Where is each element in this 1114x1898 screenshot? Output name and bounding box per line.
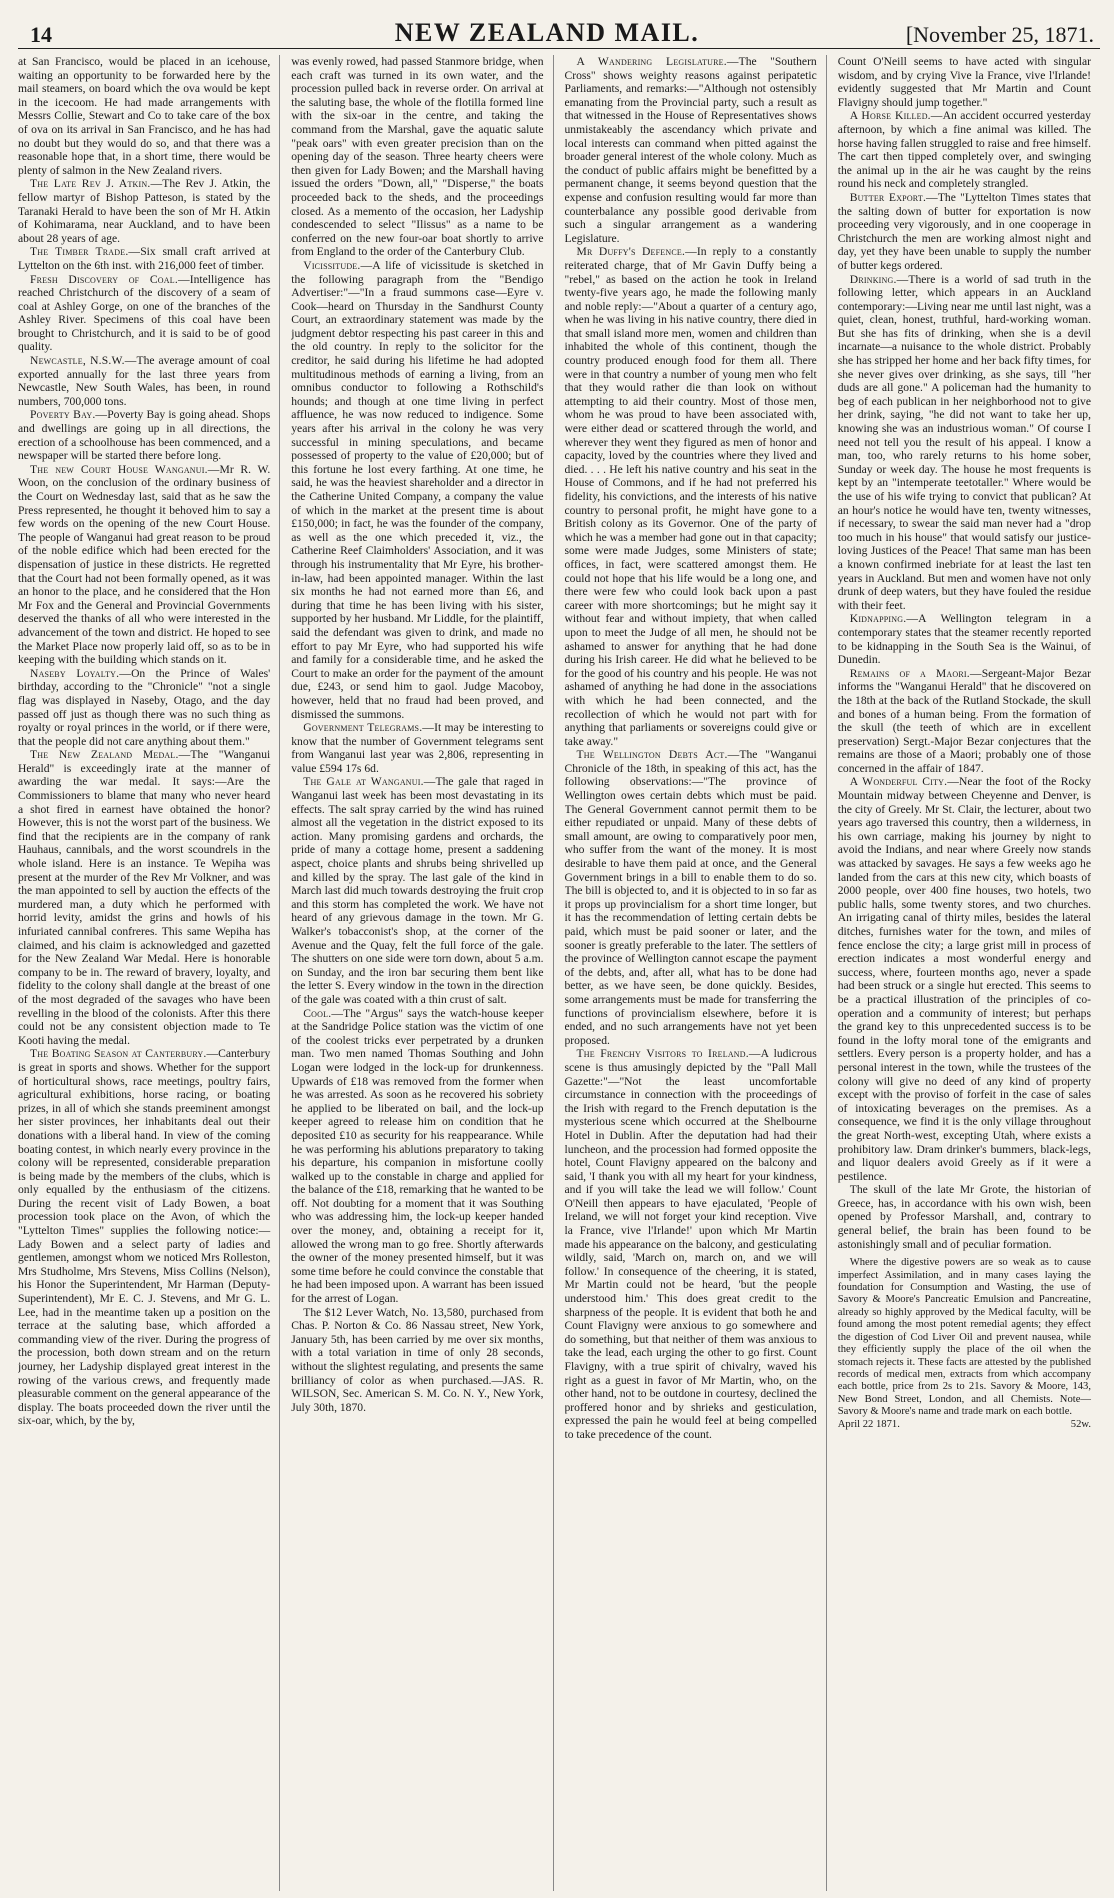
news-item <box>838 55 1091 109</box>
news-item-text: There is a world of sad truth in the following letter, which appears in an Auckland contemporary:—Living near me until last night, was a quiet, clean, honest, truthful, hard-working woman. But she has fits of drinking, when she is a devil incarnate—a nuisance to the whole district. Probably she has stripped her home and her back fifty times, for she never gives over drinking, as she says, till "her duds are all gone." A policeman had the humanity to beg of each publican in her neighborhood not to give her drink, saying, "he did not want to take her up, knowing she was an industrious woman." Of course I need not tell you the result of his appeal. I know a man, too, who rarely returns to his home sober, Sunday or week day. The house he most frequents is kept by an "intemperate teetotaller." Where would be the use of his wife trying to convict that publican? At an hour's notice he would have ten, twenty witnesses, if necessary, to swear the said man never had a "drop too much in his house" that would satisfy our justice-loving Justices of the Peace! That same man has been a known confirmed inebriate for at least the last ten years in Auckland. But men and women have not only drunk of deep waters, but they have fouled the residue with their feet. <box>837 272 1091 612</box>
news-item-heading: Poverty Bay.— <box>30 408 108 422</box>
column-3 <box>565 55 827 1891</box>
issue-date: [November 25, 1871. <box>905 22 1094 47</box>
news-item <box>565 748 817 1047</box>
page-header <box>18 0 1100 49</box>
news-item-text: The "Argus" says the watch-house keeper at the Sandridge Police station was the victim of one of the coolest tricks ever perpetrated by a drunken man. Two men named Thomas Southing and John Logan were lodged in the lock-up for drunkenness. Upwards of £18 was removed from the former when he was arrested. As soon as he recovered his sobriety he applied to be liberated on bail, and the lock-up keeper agreed to release him on condition that he deposited £10 as security for his reappearance. While he was performing his ablutions preparatory to taking his departure, his companion in misfortune coolly walked up to the constable in charge and applied for the balance of the £18, remarking that he wanted to be off. Not doubting for a moment that it was Southing who was addressing him, the lock-up keeper handed over the money, and, obtaining a receipt for it, allowed the wrong man to go free. Shortly afterwards the owner of the money presented himself, but it was some time before he could convince the constable that he had been imposed upon. A warrant has been issued for the arrest of Logan. <box>291 1006 544 1306</box>
news-item-heading: Mr Duffy's Defence.— <box>576 245 697 259</box>
advertisement <box>838 1257 1091 1431</box>
news-item-text: Six small craft arrived at Lyttelton on the 6th inst. with 216,000 feet of timber. <box>18 245 271 272</box>
news-item-text: In reply to a constantly reiterated charge, that of Mr Gavin Duffy being a "rebel," as based on the action he took in Ireland twenty-five years ago, he made the following manly and noble reply:—"About a quarter of a century ago, when he was living in his native country, there died in that small island more men, women and children than inhabited the whole of this continent, though the country produced enough food for them all. There were in that country a number of young men who felt that they would rather die than look on without attempting to aid their country. Most of those men, whom he was proud to have been associated with, were either dead or scattered through the world, and wherever they went they figured as men of honor and capacity, loved by the countries where they lived and died. . . . He left his native country and his seat in the House of Commons, and if he had not preferred his fidelity, his convictions, and the interests of his native country to personal profit, he might have gone to a British colony as its Governor. One of the party of which he was a member had gone out in that capacity; some were made Judges, some Ministers of state; offices, in fact, were scattered amongst them. He could not hope that his life would be a long one, and there were few who could look back upon a past career with more shortcomings; but he might say it without fear and without impiety, that when called upon to meet the Judge of all men, he should not be ashamed to answer for anything that he had done during his Irish career. He did what he believed to be for the good of his country and his people. He was not ashamed of anything he had done in the associations with which he had been connected, and the recollection of which he would not part with for anything that parliaments or sovereigns could give or take away." <box>564 245 817 748</box>
news-item-text: was evenly rowed, had passed Stanmore bridge, when each craft was turned in its own water, and the procession pulled back in reverse order. On arrival at the saluting base, the whole of the flotilla formed line with the six-oar in the centre, and taking the command from the Marshal, gave the aquatic salute "peak oars" with even greater precision than on the opening day of the season. Three hearty cheers were then given for Lady Bowen; and the Marshall having issued the orders "Down, all," "Disperse," the boats proceeded back to the sheds, and the proceedings closed. As a memento of the occasion, her Ladyship condescended to select "Ilissus" as a name to be conferred on the new four-oar boat shortly to arrive from England to the order of the Canterbury Club. <box>291 55 544 259</box>
news-item-heading: Government Telegrams.— <box>303 721 435 735</box>
news-item-text: The gale that raged in Wanganui last week has been most devastating in its effects. The salt spray carried by the wind has ruined almost all the vegetation in the district exposed to its action. Many promising gardens and orchards, the pride of many a cottage home, present a saddening aspect, choice plants and shrubs being shrivelled up and killed by the spray. The last gale of the kind in March last did much towards destroying the fruit crop and this storm has completed the work. We have not heard of any grievous damage in the town. Mr G. Walker's tobacconist's shop, at the corner of the Avenue and the Quay, felt the full force of the gale. The shutters on one side were torn down, about 5 a.m. on Sunday, and the iron bar securing them bent like the letter S. Every window in the town in the direction of the gale was coated with a thin crust of salt. <box>291 775 544 1006</box>
news-item-text: Intelligence has reached Christchurch of the discovery of a seam of coal at Ashley Gorge, on one of the branches of the Ashley River. Specimens of this coal have been brought to Christchurch, and it is said to be of good quality. <box>18 272 271 354</box>
news-item-heading: Vicissitude.— <box>303 258 373 272</box>
news-item-text: Sergeant-Major Bezar informs the "Wanganui Herald" that he discovered on the 18th at the back of the Rutland Stockade, the skull and bones of a human being. From the formation of the skull (the teeth of which are in excellent preservation) Sergt.-Major Bezar conjectures that the remains are those of a Maori; probably one of those concerned in the affair of 1847. <box>837 666 1091 775</box>
news-item-text: The skull of the late Mr Grote, the historian of Greece, has, in accordance with his own wish, been opened by Professor Marshall, and, contrary to general belief, the brain has been found to be astonishingly small and of peculiar formation. <box>837 1183 1091 1251</box>
news-item <box>291 259 543 721</box>
news-item-heading: The Wellington Debts Act.— <box>576 748 740 762</box>
news-item-text: The "Wanganui Herald" is exceedingly irate at the manner of awarding the war medal. It says:—Are the Commissioners to blame that many who never heard a shot fired in earnest have obtained the honor? However, this is not the worst part of the business. We find that the recipients are in the company of rank Hauhaus, cannibals, and the worst scoundrels in the whole island. Here is an instance. Te Wepiha was present at the murder of the Rev Mr Volkner, and was the man appointed to sell by auction the effects of the murdered man, a duty which he performed with horrid levity, amidst the grins and howls of his infuriated cannibal confreres. This same Wepiha has claimed, and his claim is acknowledged and gazetted for the New Zealand War Medal. Here is honorable company to be in. The reward of bravery, loyalty, and fidelity to the colony shall dangle at the breast of one of the most degraded of the savages who have been revelling in the blood of the colonists. After this there could not be any consistent objection made to Te Kooti having the medal. <box>18 748 271 1047</box>
news-item <box>565 245 817 748</box>
news-item-heading: The Late Rev J. Atkin.— <box>30 177 163 191</box>
news-item-heading: A Wonderful City.— <box>849 775 960 789</box>
news-item <box>838 775 1091 1183</box>
news-item <box>565 1047 817 1441</box>
news-item <box>838 109 1091 191</box>
news-item-text: Mr R. W. Woon, on the conclusion of the ordinary business of the Court on Wednesday last, said that as he saw the Press represented, he thought it behoved him to say a few words on the opening of the new Court House. The people of Wanganui had great reason to be proud of the noble edifice which had been erected for the dispensation of justice in these districts. He regretted that the Court had not been formally opened, as it was an honor to the place, and he considered that the Hon Mr Fox and the General and Provincial Governments deserved the thanks of all who were interested in the advancement of the town and district. He hoped to see the Market Place now properly laid off, so as to be in keeping with the building which stands on it. <box>18 462 271 667</box>
column-2 <box>291 55 553 1891</box>
news-item-heading: The New Zealand Medal.— <box>30 748 191 762</box>
news-item <box>18 273 270 355</box>
advert-footer <box>838 1419 1091 1431</box>
news-item-heading: Fresh Discovery of Coal.— <box>30 272 190 286</box>
news-item-heading: Drinking.— <box>849 272 909 286</box>
news-item <box>18 245 270 272</box>
news-item <box>838 191 1091 273</box>
news-item-text: The average amount of coal exported annually for the last three years from Newcastle, New South Wales, has been, in round numbers, 700,000 tons. <box>18 354 271 408</box>
news-item-text: The "Southern Cross" shows weighty reasons against peripatetic Parliaments, and remarks:—"Although not ostensibly emanating from the Provincial party, such a result as that witnessed in the House of Representatives shows unmistakeably the ascendancy which private and local interests can command when pitted against the broader general interest of the whole colony. Much as the conduct of public affairs might be benefitted by a permanent change, it seems beyond question that the expense and confusion resulting would far more than counterbalance any possible good derivable from such a singular arrangement as a wandering Legislature. <box>564 55 817 245</box>
news-item-heading: Cool.— <box>303 1006 344 1020</box>
news-item <box>18 667 270 749</box>
news-item-heading: Naseby Loyalty.— <box>30 666 132 680</box>
news-item <box>18 748 270 1047</box>
news-item-heading: Kidnapping.— <box>849 612 919 626</box>
news-item-text: A Wellington telegram in a contemporary states that the steamer recently reported to be kidnapping in the South Sea is the Wainui, of Dunedin. <box>837 612 1091 667</box>
news-item <box>838 667 1091 776</box>
news-item-text: —Canterbury is great in sports and shows. Whether for the support of horticultural shows, race meetings, poultry fairs, agricultural exhibitions, horse racing, or boating prizes, in all of which she stands preeminent amongst her sister provinces, her inhabitants deal out their donations with a liberal hand. In view of the coming boating contest, in which nearly every province in the colony will be represented, considerable preparation is being made by the members of the clubs, which is only equalled by the enthusiasm of the citizens. During the recent visit of Lady Bowen, a boat procession took place on the Avon, of which the "Lyttelton Times" supplies the following notice:—Lady Bowen and a select party of ladies and gentlemen, amongst whom we noticed Mrs Rolleston, Mrs Studholme, Mrs Stevens, Miss Collins (Nelson), his Honor the Superintendent, Mr Harman (Deputy-Superintendent), Mr E. C. J. Stevens, and Mr G. L. Lee, had in the meantime taken up a position on the terrace at the saluting base, which afforded a commanding view of the river. During the progress of the procession, both down stream and on the return journey, her Ladyship displayed great interest in the rowing of the various crews, and frequently made pleasurable comment on the general appearance of the display. The boats proceeded down the river until the six-oar, which, by the by, <box>18 1047 271 1428</box>
news-item <box>291 1007 543 1306</box>
news-item <box>291 775 543 1006</box>
news-item-heading: The new Court House Wanganui.— <box>30 462 220 476</box>
news-item-text: The "Wanganui Chronicle of the 18th, in speaking of this act, has the following observations:—"The province of Wellington owes certain debts which must be paid. The General Government cannot permit them to be either repudiated or unpaid. Many of these debts of small amount, are owing to comparatively poor men, who suffer from the want of the money. It is most desirable to have them paid at once, and the General Government brings in a bill to enable them to do so. The bill is objected to, and it is objected to in so far as it props up provincialism for a short time longer, but it has the recommendation of letting certain debts be paid, which must be paid sooner or later, and the sooner is greatly preferable to the later. The settlers of the province of Wellington cannot escape the payment of the debts, and, after all, what has to be done had better, as we have seen, be done quickly. Besides, some arrangements must be made for transferring the functions of provincialism elsewhere, before it is ended, and no such arrangements have not yet been proposed. <box>564 748 817 1047</box>
news-item <box>18 1047 270 1428</box>
news-item-heading: Butter Export.— <box>849 190 938 204</box>
news-item <box>18 55 270 177</box>
news-item-heading: The Timber Trade.— <box>30 245 141 259</box>
news-item <box>18 177 270 245</box>
news-item-text: Poverty Bay is going ahead. Shops and dwellings are going up in all directions, the erection of a schoolhouse has been commenced, and a newspaper will be started there before long. <box>18 408 271 463</box>
news-item-text: at San Francisco, would be placed in an icehouse, waiting an opportunity to be forwarded here by the mail steamers, on board which the ova would be kept in the icecoom. He had made arrangements with Messrs Collie, Stewart and Co to take care of the box of ova on its arrival in San Francisco, and he has had no doubt but they would do so, and that there was a reasonable hope that, in a short time, there would be plenty of salmon in the New Zealand rivers. <box>18 55 271 177</box>
article-columns <box>18 55 1100 1891</box>
news-item <box>291 721 543 775</box>
news-item <box>18 463 270 667</box>
news-item <box>838 612 1091 666</box>
news-item-text: Count O'Neill seems to have acted with singular wisdom, and by crying Vive la France, vive l'Irlande! evidently suggested that Mr Martin and Count Flavigny should jump together." <box>837 55 1091 109</box>
news-item-heading: A Wandering Legislature.— <box>576 55 739 68</box>
news-item <box>291 1306 543 1415</box>
news-item-text: Near the foot of the Rocky Mountain midway between Cheyenne and Denver, is the city of Greely. Mr St. Clair, the lecturer, about two years ago traversed this country, then a wilderness, in his own carriage, making his journey by night to avoid the Indians, and near where Greely now stands was attacked by savages. He says a few weeks ago he landed from the cars at this new city, which boasts of 2000 people, over 400 fine houses, two hotels, two public halls, some twenty stores, and two churches. An irrigating canal of thirty miles, besides the lateral ditches, furnishes water for the town, and miles of fence enclose the city; a large grist mill in process of erection indicates a most wonderful energy and success, where, fourteen months ago, never a spade had been struck or a single hut erected. This seems to be a practical illustration of the principles of co-operation and a community of interest; but perhaps the grand key to this unprecedented success is to be found in the lofty moral tone of the emigrants and settlers. Every person is a property holder, and has a personal interest in the town, while the trustees of the colony will give no deed of any kind of property except with the proviso of forfeit in the case of sales of intoxicating beverages on the premises. As a consequence, we find it is the only village throughout the great North-west, excepting Utah, where exists a prohibitory law. Dram drinker's bummers, black-legs, and liquor dealers avoid Greely as if it were a pestilence. <box>837 775 1091 1183</box>
column-1 <box>18 55 280 1891</box>
news-item <box>565 55 817 245</box>
news-item-text: The "Lyttelton Times states that the salting down of butter for exportation is now proceeding very vigorously, and in one cooperage in Christchurch the men are working almost night and day, yet they have been unable to supply the number of butter kegs ordered. <box>837 190 1091 272</box>
news-item-text: A life of vicissitude is sketched in the following paragraph from the "Bendigo Advertiser:"—"In a fraud summons case—Eyre v. Cook—heard on Thursday in the Sandhurst County Court, an extraordinary statement was made by the judgment debtor respecting his past career in this and the old country. In reply to the solicitor for the creditor, he said during his lifetime he had adopted multitudinous methods of earning a living, from an omnibus conductor to following a Rothschild's hounds; and though at one time living in perfect affluence, he was now reduced to indigence. Some years after his arrival in the colony he was very successful in mining speculations, and became possessed of property to the value of £20,000; but of this fortune he lost every farthing. At one time, he said, he was the heaviest shareholder and a director in the Catherine United Company, a company the value of which in the market at the present time is about £150,000; in fact, he was the founder of the company, as well as the one which preceded it, viz., the Catherine Reef Claimholders' Association, and it was through his instrumentality that Mr Eyre, his brother-in-law, had been appointed manager. Within the last six months he had not earned more than £6, and during that time he has been living with his sister, supported by her husband. Mr Liddle, for the plaintiff, said the defendant was given to drink, and made no effort to pay Mr Eyre, who had supported his wife and family for a considerable time, and he asked the Court to make an order for the payment of the amount due, £243, or send him to gaol. Judge Macoboy, however, held that no fraud had been proved, and dismissed the summons. <box>291 258 544 721</box>
news-item-heading: The Gale at Wanganui.— <box>303 775 436 789</box>
news-item <box>838 273 1091 613</box>
advert-date: April 22 1871. <box>837 1418 900 1430</box>
news-item <box>18 354 270 408</box>
news-item-heading: The Frenchy Visitors to Ireland.— <box>576 1047 761 1061</box>
news-item-heading: Newcastle, N.S.W.— <box>30 354 137 368</box>
advert-text: Where the digestive powers are so weak as to cause imperfect Assimilation, and in many cases laying the foundation for Consumption and Wasting, the use of Savory & Moore's Pancreatic Emulsion and Pancreatine, already so highly approved by the Medical faculty, will be found among the most potent remedial agents; they effect the digestion of Cod Liver Oil and prevent nausea, while they efficiently supply the place of the oil when the stomach rejects it. These facts are attested by the published records of medical men, extracts from which accompany each bottle, price from 2s to 21s. Savory & Moore, 143, New Bond Street, London, and all Chemists. Note—Savory & Moore's name and trade mark on each bottle. <box>837 1257 1091 1418</box>
masthead: NEW ZEALAND MAIL. <box>394 18 700 47</box>
column-4 <box>838 55 1100 1891</box>
news-item-text: The Rev J. Atkin, the fellow martyr of Bishop Patteson, is stated by the Taranaki Herald to have been the son of Mr H. Atkin of Kohimarama, near Auckland, and to have been about 28 years of age. <box>18 177 271 245</box>
news-item-text: The $12 Lever Watch, No. 13,580, purchased from Chas. P. Norton & Co. 86 Nassau street, New York, January 5th, has been carried by me over six months, with a total variation in time of only 28 seconds, without the slightest regulating, and presents the same brilliancy of color as when purchased.—JAS. R. WILSON, Sec. American S. M. Co. N. Y., New York, July 30th, 1870. <box>291 1305 544 1414</box>
news-item <box>838 1183 1091 1251</box>
news-item-heading: A Horse Killed.— <box>849 109 943 123</box>
news-item <box>291 55 543 259</box>
news-item <box>18 408 270 462</box>
news-item-heading: The Boating Season at Canterbury. <box>30 1047 207 1061</box>
news-item-text: On the Prince of Wales' birthday, according to the "Chronicle" "not a single flag was displayed in Naseby, Otago, and the day passed off just as though there was no such thing as royalty or royal princes in the world, or if there were, that the people did not care anything about them." <box>18 666 271 748</box>
page-number: 14 <box>30 22 52 47</box>
news-item-text: A ludicrous scene is thus amusingly depicted by the "Pall Mall Gazette:"—"Not the least uncomfortable circumstance in connection with the proceedings of the Irish with regard to the French deputation is the mysterious scene which occurred at the Shelbourne Hotel in Dublin. After the deputation had had their luncheon, and the procession had formed opposite the hotel, Count Flavigny appeared on the balcony and said, 'I thank you with all my heart for your kindness, and if you will take the lead we will follow.' Count O'Neill then appears to have ejaculated, 'People of Ireland, we will not forget your kind reception. Vive la France, vive l'Irlande!' upon which Mr Martin made his appearance on the balcony, and gesticulating wildly, said, 'March on, march on, and we will follow.' In consequence of the cheering, it is stated, Mr Martin could not be heard, 'but the people understood him.' This does great credit to the sharpness of the people. It is evident that both he and Count Flavigny were anxious to go somewhere and do something, but that neither of them was anxious to take the lead, each urging the other to go first. Count Flavigny, with a true spirit of chivalry, waved his right as a guest in favor of Mr Martin, who, on the other hand, not to be outdone in courtesy, declined the proffered honor and by shrieks and gesticulation, expressed the pain he would feel at being compelled to take precedence of the count. <box>564 1047 817 1441</box>
advert-code: 52w. <box>1070 1418 1091 1430</box>
news-item-text: It may be interesting to know that the number of Government telegrams sent from Wanganui last year was 2,806, representing in value £594 17s 6d. <box>291 721 544 775</box>
news-item-text: An accident occurred yesterday afternoon, by which a fine animal was killed. The horse having fallen struggled to raise and free himself. The cart then tipped completely over, and swinging the animal up in the air he was caught by the reins round his neck and completely strangled. <box>837 109 1091 191</box>
news-item-heading: Remains of a Maori.— <box>849 666 982 680</box>
